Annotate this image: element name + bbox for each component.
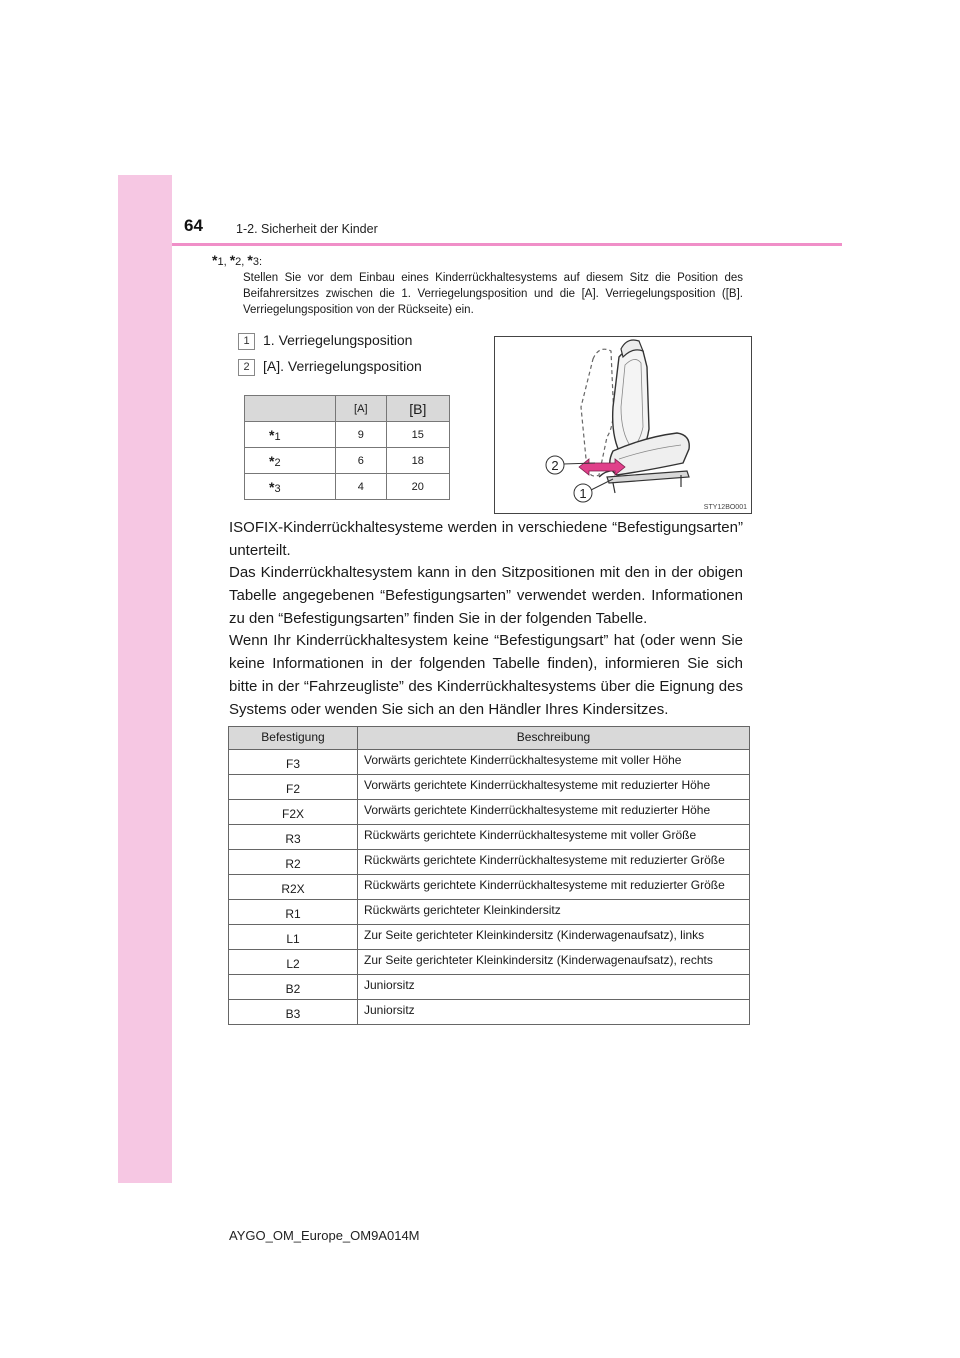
- fixation-description: Rückwärts gerichtete Kinderrückhaltesysteme mit reduzierter Größe: [358, 850, 750, 875]
- table-cell: 20: [386, 474, 449, 500]
- fixation-description: Rückwärts gerichtete Kinderrückhaltesysteme mit reduzierter Größe: [358, 875, 750, 900]
- footer-doc-id: AYGO_OM_Europe_OM9A014M: [229, 1228, 420, 1243]
- table-cell: 18: [386, 448, 449, 474]
- fixation-description: Rückwärts gerichteter Kleinkindersitz: [358, 900, 750, 925]
- table-header-cell: [245, 396, 336, 422]
- fixation-code: R3: [229, 825, 358, 850]
- seat-illustration: [494, 336, 752, 514]
- table-row: [229, 825, 750, 850]
- row-marker: *1: [245, 422, 336, 448]
- fixation-description: Vorwärts gerichtete Kinderrückhaltesysteme mit reduzierter Höhe: [358, 800, 750, 825]
- table-cell: 15: [386, 422, 449, 448]
- table-row: [245, 422, 450, 448]
- table-header-cell: [A]: [336, 396, 387, 422]
- fixation-table: [228, 726, 750, 1025]
- side-color-band: [118, 175, 172, 1183]
- legend-item-2: [238, 358, 422, 376]
- seat-drawing: [495, 337, 751, 513]
- callout-label-2: 2: [551, 458, 559, 473]
- footnote-markers: [212, 252, 262, 268]
- paragraph: Wenn Ihr Kinderrückhaltesystem keine “Befestigungsart” hat (oder wenn Sie keine Informationen in der folgenden Tabelle finden), informieren Sie sich bitte in der “Fahrzeugliste” des Kinderrückhaltesystems über die Eignung des Systems oder wenden Sie sich an den Händler Ihres Kindersitzes.: [229, 632, 743, 718]
- footnote-marker: *2,: [229, 252, 248, 268]
- fixation-code: F2X: [229, 800, 358, 825]
- fixation-code: L2: [229, 950, 358, 975]
- fixation-code: B2: [229, 975, 358, 1000]
- table-row: [229, 750, 750, 775]
- fixation-code: F2: [229, 775, 358, 800]
- fixation-description: Zur Seite gerichteter Kleinkindersitz (Kinderwagenaufsatz), rechts: [358, 950, 750, 975]
- fixation-code: R1: [229, 900, 358, 925]
- page-number: 64: [184, 216, 203, 235]
- fixation-description: Zur Seite gerichteter Kleinkindersitz (Kinderwagenaufsatz), links: [358, 925, 750, 950]
- legend-label: [A]. Verriegelungsposition: [263, 358, 422, 374]
- paragraph: Das Kinderrückhaltesystem kann in den Sitzpositionen mit den in der obigen Tabelle angegebenen “Befestigungsarten” verwendet werden. Informationen zu den “Befestigungsarten” finden Sie in der folgenden Tabelle.: [229, 564, 743, 627]
- callout-number: 1: [238, 333, 255, 350]
- table-row: [229, 800, 750, 825]
- table-row: [229, 975, 750, 1000]
- table-row: [245, 448, 450, 474]
- table-row: [229, 950, 750, 975]
- table-row: [229, 775, 750, 800]
- fixation-description: Juniorsitz: [358, 1000, 750, 1025]
- table-cell: 9: [336, 422, 387, 448]
- table-row: [229, 925, 750, 950]
- table-row: [229, 1000, 750, 1025]
- fixation-code: R2X: [229, 875, 358, 900]
- fixation-description: Juniorsitz: [358, 975, 750, 1000]
- table-cell: 4: [336, 474, 387, 500]
- table-cell: 6: [336, 448, 387, 474]
- callout-number: 2: [238, 359, 255, 376]
- fixation-description: Vorwärts gerichtete Kinderrückhaltesysteme mit voller Höhe: [358, 750, 750, 775]
- table-row: [229, 900, 750, 925]
- footnote-text: Stellen Sie vor dem Einbau eines Kinderrückhaltesystems auf diesem Sitz die Position des Beifahrersitzes zwischen die 1. Verriegelungsposition und die [A]. Verriegelungsposition ([B]. Verriegelungsposition von der Rückseite) ein.: [243, 272, 743, 316]
- fixation-code: F3: [229, 750, 358, 775]
- table-header-cell: [B]: [386, 396, 449, 422]
- legend-label: 1. Verriegelungsposition: [263, 332, 413, 348]
- fixation-code: L1: [229, 925, 358, 950]
- fixation-description: Vorwärts gerichtete Kinderrückhaltesysteme mit reduzierter Höhe: [358, 775, 750, 800]
- header-rule: [172, 243, 842, 246]
- legend-item-1: [238, 332, 412, 350]
- row-marker: *3: [245, 474, 336, 500]
- paragraph: ISOFIX-Kinderrückhaltesysteme werden in verschiedene “Befestigungsarten” unterteilt.: [229, 519, 743, 559]
- position-table: [244, 395, 450, 500]
- table-header-row: [245, 396, 450, 422]
- table-row: [245, 474, 450, 500]
- callout-label-1: 1: [579, 486, 587, 501]
- row-marker: *2: [245, 448, 336, 474]
- table-row: [229, 875, 750, 900]
- table-header-cell: Beschreibung: [358, 727, 750, 750]
- fixation-code: B3: [229, 1000, 358, 1025]
- table-row: [229, 850, 750, 875]
- table-header-row: [229, 727, 750, 750]
- figure-code: STY12BO001: [703, 504, 747, 511]
- section-title: 1-2. Sicherheit der Kinder: [236, 222, 378, 236]
- fixation-code: R2: [229, 850, 358, 875]
- fixation-description: Rückwärts gerichtete Kinderrückhaltesysteme mit voller Größe: [358, 825, 750, 850]
- table-header-cell: Befestigung: [229, 727, 358, 750]
- footnote-marker: *3:: [247, 252, 263, 268]
- footnote-marker: *1,: [212, 252, 230, 268]
